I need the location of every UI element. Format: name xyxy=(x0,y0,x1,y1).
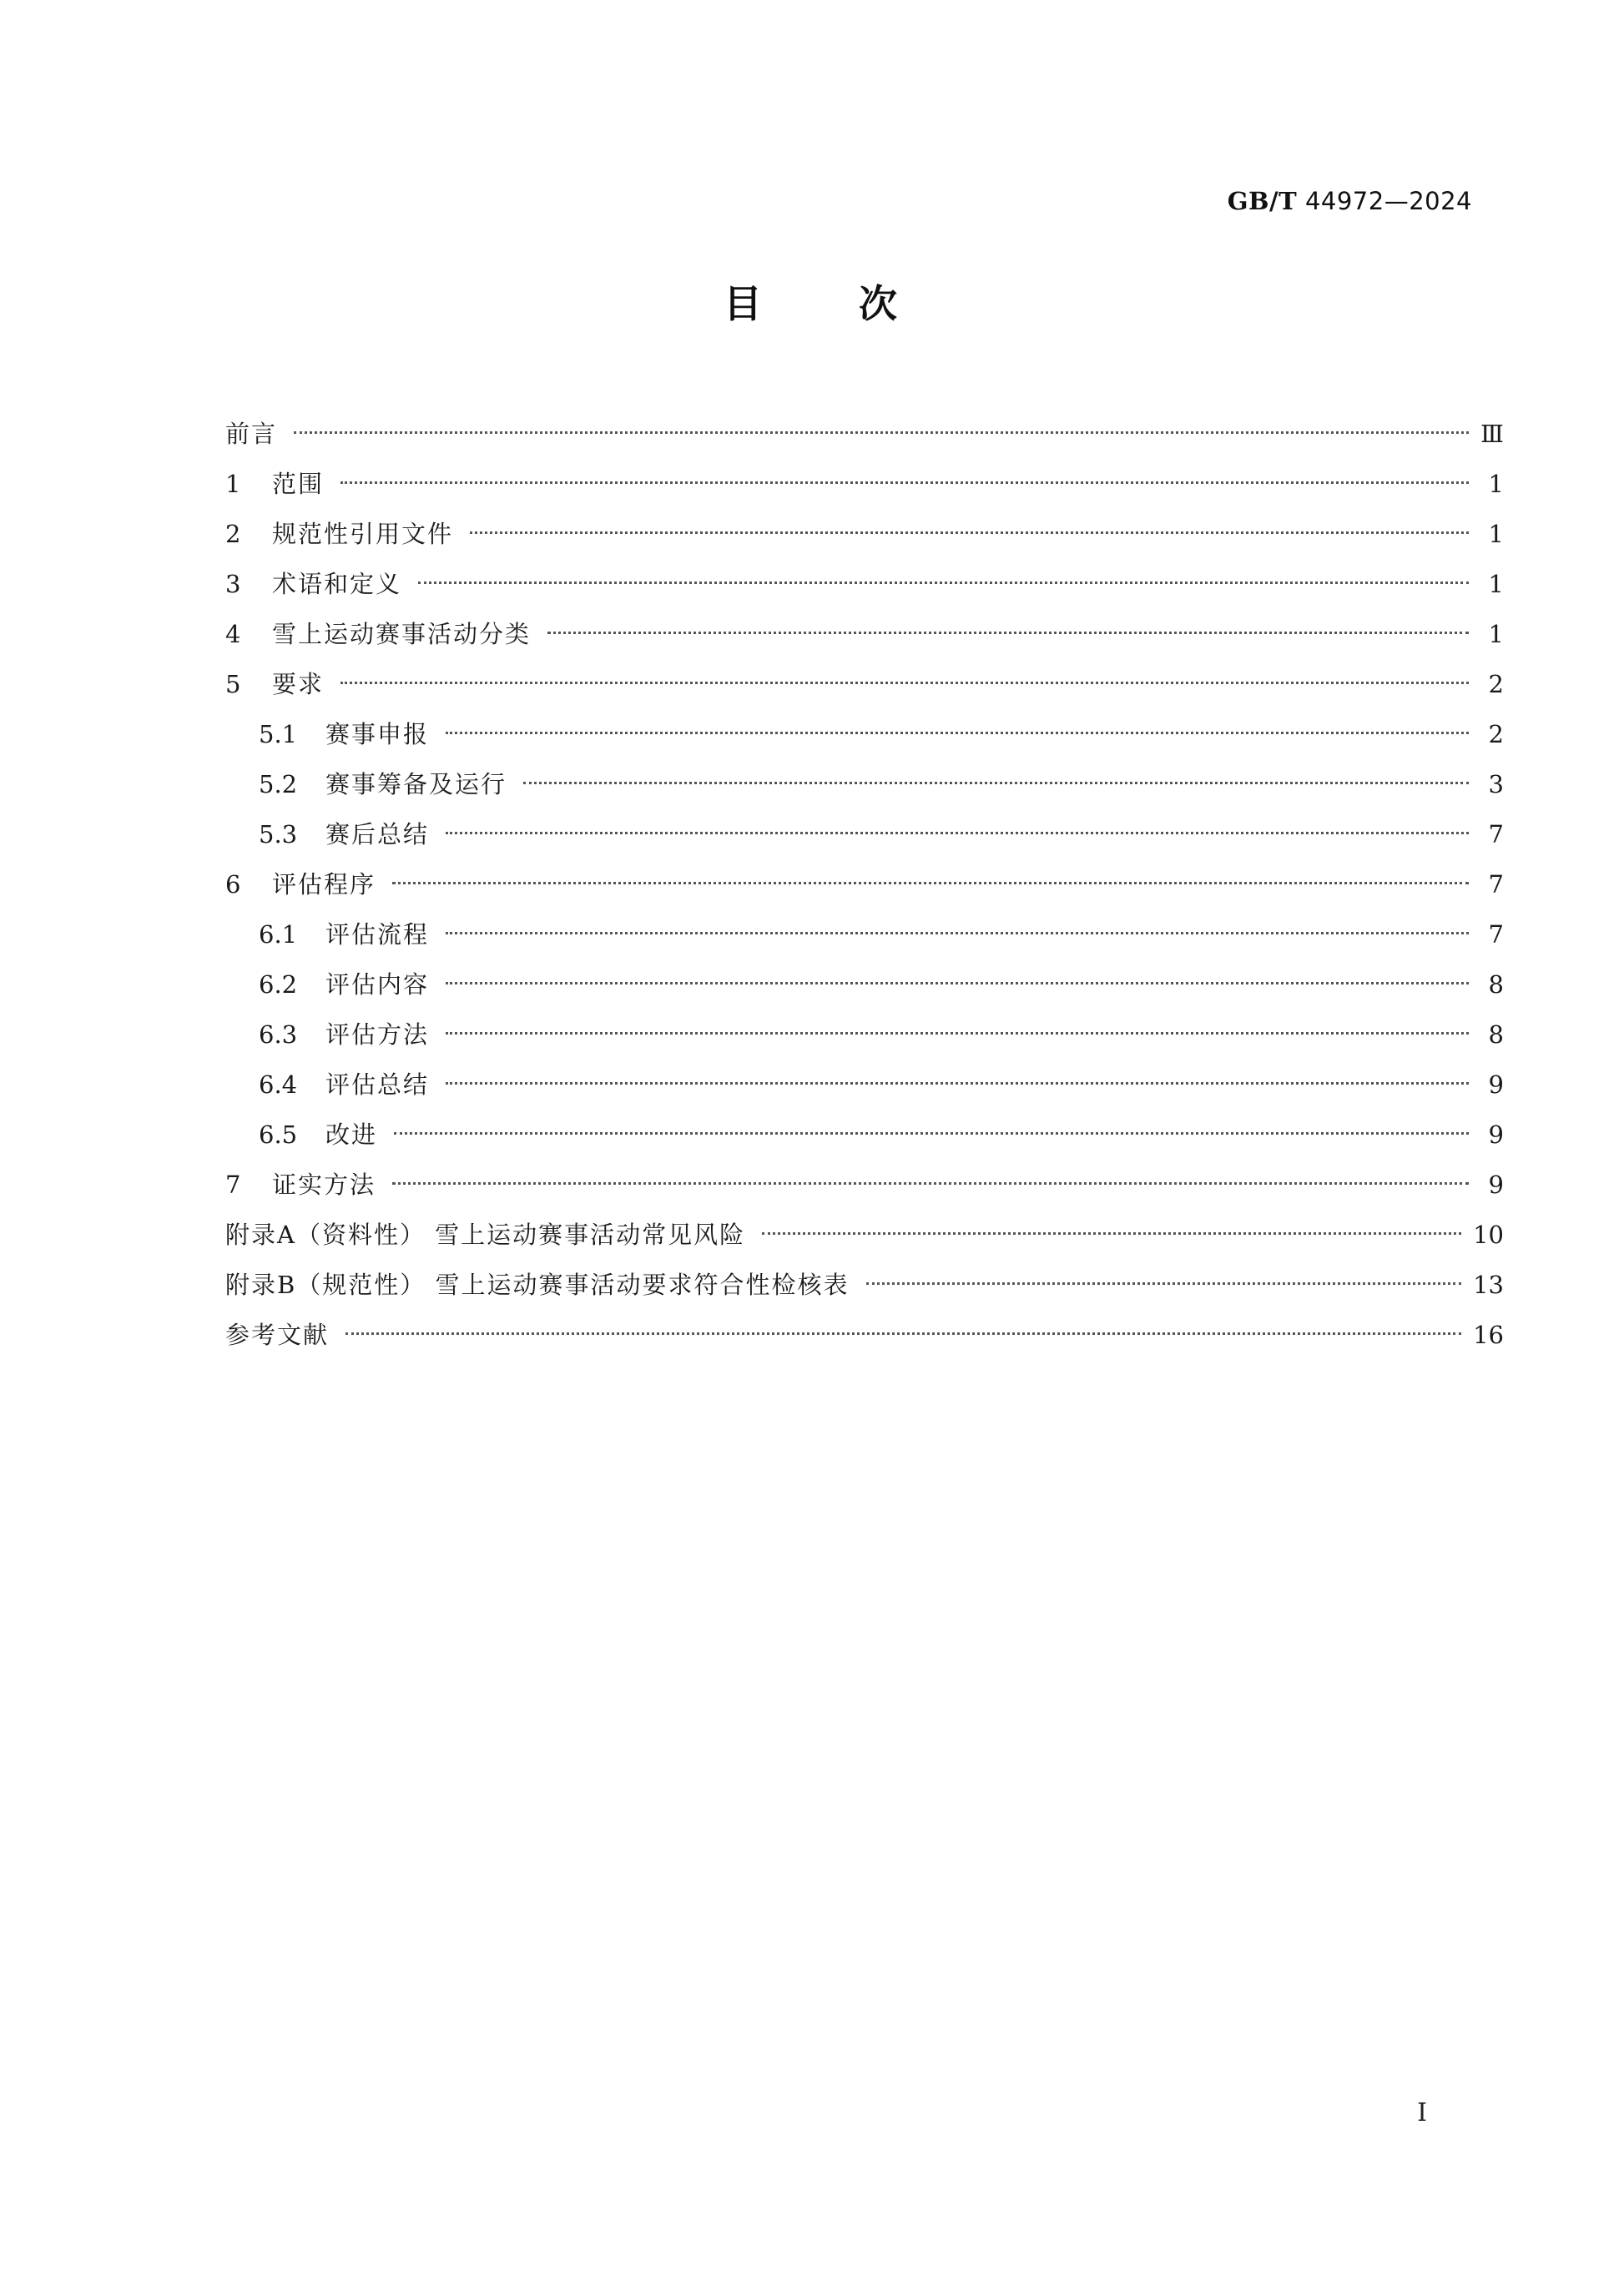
toc-entry-page: 9 xyxy=(1488,1120,1504,1149)
toc-entry[interactable] xyxy=(225,409,1504,459)
toc-entry-page: 2 xyxy=(1488,720,1504,748)
dot-leader xyxy=(446,1032,1469,1035)
toc-entry-number: 5.3 xyxy=(259,820,298,848)
toc-entry-number: 2 xyxy=(225,520,241,548)
toc-entry[interactable] xyxy=(225,609,1504,659)
toc-entry[interactable] xyxy=(225,559,1504,609)
toc-entry[interactable] xyxy=(225,859,1504,909)
toc-entry-number: 6.1 xyxy=(259,920,298,949)
toc-entry-page: 2 xyxy=(1488,670,1504,698)
dot-leader xyxy=(340,481,1469,484)
dot-leader xyxy=(392,1182,1469,1185)
toc-entry-label: 术语和定义 xyxy=(272,570,402,598)
toc-entry-label: 评估程序 xyxy=(272,870,376,899)
dot-leader xyxy=(392,882,1469,884)
toc-entry-page: 9 xyxy=(1488,1171,1504,1199)
page-number: Ⅰ xyxy=(1417,2098,1427,2127)
toc-entry[interactable] xyxy=(225,909,1504,959)
table-of-contents xyxy=(225,409,1504,1360)
dot-leader xyxy=(345,1332,1461,1335)
toc-entry-page: 8 xyxy=(1488,1020,1504,1049)
toc-entry-number: 6.4 xyxy=(259,1070,298,1099)
toc-entry-number: 5.2 xyxy=(259,770,298,798)
toc-entry-page: Ⅲ xyxy=(1480,420,1504,448)
toc-entry[interactable] xyxy=(225,759,1504,809)
standard-code: 44972—2024 xyxy=(1304,187,1472,215)
toc-entry-page: 7 xyxy=(1488,870,1504,899)
dot-leader xyxy=(340,682,1469,684)
toc-entry-label: 参考文献 xyxy=(225,1321,330,1349)
dot-leader xyxy=(418,582,1469,584)
toc-entry-number: 3 xyxy=(225,570,241,598)
toc-entry-label: 雪上运动赛事活动分类 xyxy=(272,620,532,648)
toc-entry-page: 8 xyxy=(1488,970,1504,999)
dot-leader xyxy=(446,932,1469,934)
dot-leader xyxy=(446,982,1469,984)
toc-entry-label: 评估方法 xyxy=(325,1020,430,1049)
toc-entry-label: 评估总结 xyxy=(325,1070,430,1099)
toc-entry-page: 3 xyxy=(1488,770,1504,798)
toc-entry-label: 改进 xyxy=(325,1120,378,1149)
toc-entry[interactable] xyxy=(225,1260,1504,1310)
toc-entry-page: 10 xyxy=(1473,1221,1504,1249)
toc-entry-page: 9 xyxy=(1488,1070,1504,1099)
toc-entry-label: 评估流程 xyxy=(325,920,430,949)
toc-entry-label: 前言 xyxy=(225,420,278,448)
toc-entry-number: 6.2 xyxy=(259,970,298,999)
toc-entry-label: 赛后总结 xyxy=(325,820,430,848)
dot-leader xyxy=(394,1132,1469,1135)
toc-entry-label: 要求 xyxy=(272,670,325,698)
toc-entry-label: 赛事申报 xyxy=(325,720,430,748)
toc-entry-page: 7 xyxy=(1488,820,1504,848)
toc-entry[interactable] xyxy=(225,709,1504,759)
toc-entry[interactable] xyxy=(225,459,1504,509)
toc-entry[interactable] xyxy=(225,659,1504,709)
page-title: 目 次 xyxy=(723,281,900,326)
toc-entry-page: 16 xyxy=(1473,1321,1504,1349)
toc-entry-page: 13 xyxy=(1473,1271,1504,1299)
toc-entry-number: 6.5 xyxy=(259,1120,298,1149)
toc-entry-number: 5 xyxy=(225,670,241,698)
toc-entry[interactable] xyxy=(225,1310,1504,1360)
dot-leader xyxy=(446,732,1469,734)
dot-leader xyxy=(294,431,1469,434)
toc-entry[interactable] xyxy=(225,1160,1504,1210)
toc-entry-label: 附录B（规范性） 雪上运动赛事活动要求符合性检核表 xyxy=(225,1271,850,1299)
toc-entry-number: 6.3 xyxy=(259,1020,298,1049)
toc-entry[interactable] xyxy=(225,1210,1504,1260)
toc-entry[interactable] xyxy=(225,509,1504,559)
toc-entry-page: 1 xyxy=(1488,620,1504,648)
toc-entry-label: 证实方法 xyxy=(272,1171,376,1199)
standard-number xyxy=(1228,187,1472,215)
dot-leader xyxy=(446,1082,1469,1085)
toc-entry-page: 1 xyxy=(1488,520,1504,548)
dot-leader xyxy=(470,531,1469,534)
toc-entry[interactable] xyxy=(225,1010,1504,1060)
toc-entry-number: 7 xyxy=(225,1171,241,1199)
toc-entry-label: 附录A（资料性） 雪上运动赛事活动常见风险 xyxy=(225,1221,746,1249)
dot-leader xyxy=(523,782,1469,784)
toc-entry-page: 1 xyxy=(1488,470,1504,498)
standard-prefix: GB/T xyxy=(1227,187,1298,215)
dot-leader xyxy=(762,1232,1461,1235)
dot-leader xyxy=(866,1282,1462,1285)
toc-entry-number: 6 xyxy=(225,870,241,899)
toc-entry[interactable] xyxy=(225,1110,1504,1160)
dot-leader xyxy=(547,632,1469,634)
toc-entry-number: 4 xyxy=(225,620,241,648)
toc-entry[interactable] xyxy=(225,959,1504,1010)
toc-entry[interactable] xyxy=(225,809,1504,859)
toc-entry-number: 1 xyxy=(225,470,241,498)
toc-entry-label: 评估内容 xyxy=(325,970,430,999)
toc-entry-number: 5.1 xyxy=(259,720,298,748)
toc-entry-page: 7 xyxy=(1488,920,1504,949)
dot-leader xyxy=(446,832,1469,834)
toc-entry-label: 规范性引用文件 xyxy=(272,520,454,548)
toc-entry[interactable] xyxy=(225,1060,1504,1110)
toc-entry-page: 1 xyxy=(1488,570,1504,598)
toc-entry-label: 赛事筹备及运行 xyxy=(325,770,507,798)
toc-entry-label: 范围 xyxy=(272,470,325,498)
